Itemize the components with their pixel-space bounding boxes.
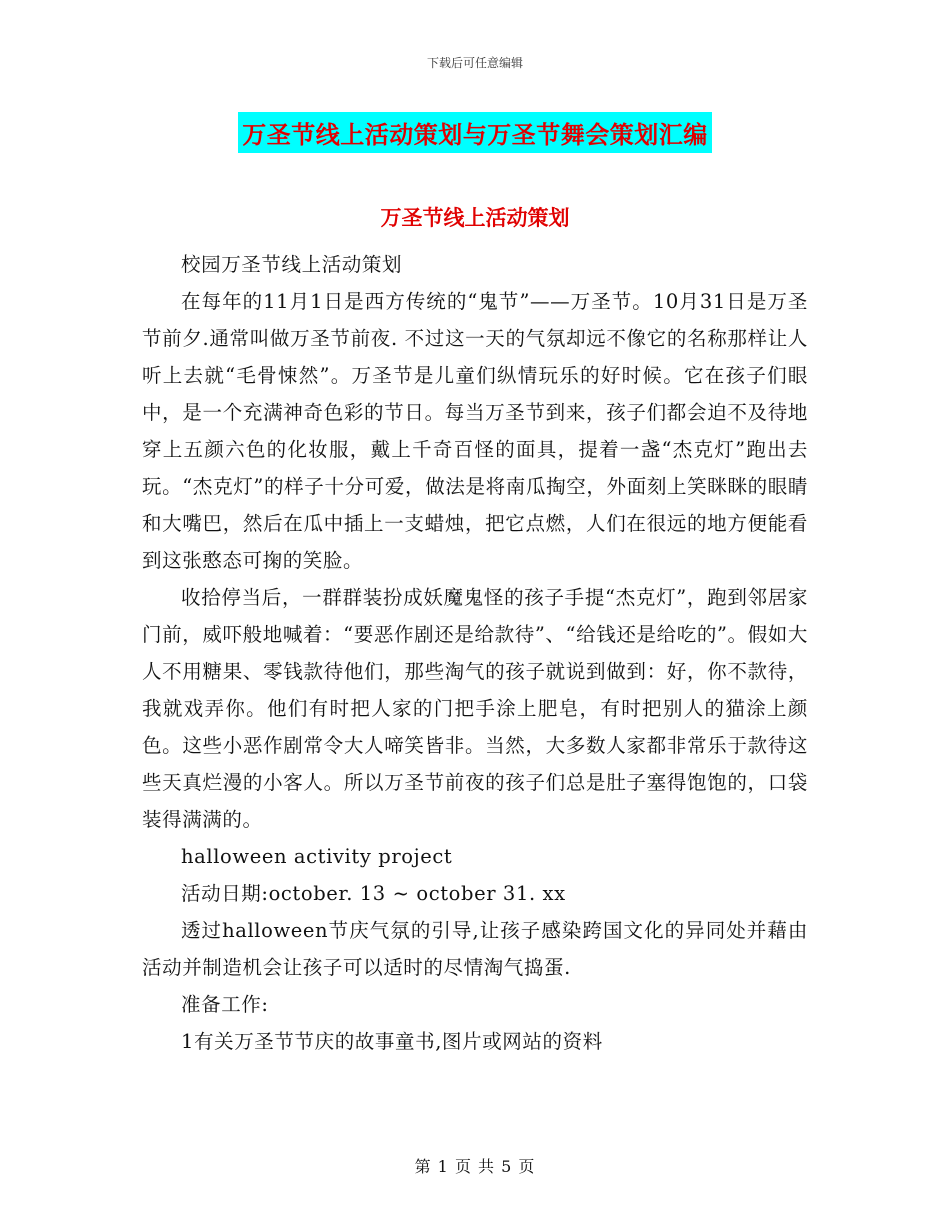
paragraph-activity-date: 活动日期:october. 13 ~ october 31. xx xyxy=(181,882,566,905)
paragraph-subtitle: 校园万圣节线上活动策划 xyxy=(181,253,403,276)
header-note: 下载后可任意编辑 xyxy=(426,56,523,70)
paragraph-purpose: 透过halloween节庆气氛的引导,让孩子感染跨国文化的异同处并藉由活动并制造机会让孩子可以适时的尽情淘气捣蛋. xyxy=(142,919,808,979)
paragraph-preparation-heading: 准备工作: xyxy=(181,993,269,1016)
paragraph-trick-or-treat: 收拾停当后，一群群装扮成妖魔鬼怪的孩子手提“杰克灯”，跑到邻居家门前，威吓般地喊着：“要恶作剧还是给款待”、“给钱还是给吃的”。假如大人不用糖果、零钱款待他们，那些淘气的孩子就说到做到：好，你不款待，我就戏弄你。他们有时把人家的门把手涂上肥皂，有时把别人的猫涂上颜色。这些小恶作剧常令大人啼笑皆非。当然，大多数人家都非常乐于款待这些天真烂漫的小客人。所以万圣节前夜的孩子们总是肚子塞得饱饱的，口袋装得满满的。 xyxy=(142,586,808,831)
document-title-text: 万圣节线上活动策划与万圣节舞会策划汇编 xyxy=(238,112,712,153)
paragraph-preparation-item-1: 1有关万圣节节庆的故事童书,图片或网站的资料 xyxy=(181,1030,603,1053)
section-title: 万圣节线上活动策划 xyxy=(380,205,570,230)
document-body xyxy=(142,246,808,1060)
page-number-footer: 第 1 页 共 5 页 xyxy=(414,1157,536,1176)
paragraph-project-name: halloween activity project xyxy=(181,845,453,868)
document-title xyxy=(0,112,950,153)
paragraph-intro: 在每年的11月1日是西方传统的“鬼节”——万圣节。10月31日是万圣节前夕.通常叫做万圣节前夜. 不过这一天的气氛却远不像它的名称那样让人听上去就“毛骨悚然”。万圣节是儿童们纵情玩乐的好时候。它在孩子们眼中，是一个充满神奇色彩的节日。每当万圣节到来，孩子们都会迫不及待地穿上五颜六色的化妆服，戴上千奇百怪的面具，提着一盏“杰克灯”跑出去玩。“杰克灯”的样子十分可爱，做法是将南瓜掏空，外面刻上笑眯眯的眼睛和大嘴巴，然后在瓜中插上一支蜡烛，把它点燃，人们在很远的地方便能看到这张憨态可掬的笑脸。 xyxy=(142,290,808,572)
